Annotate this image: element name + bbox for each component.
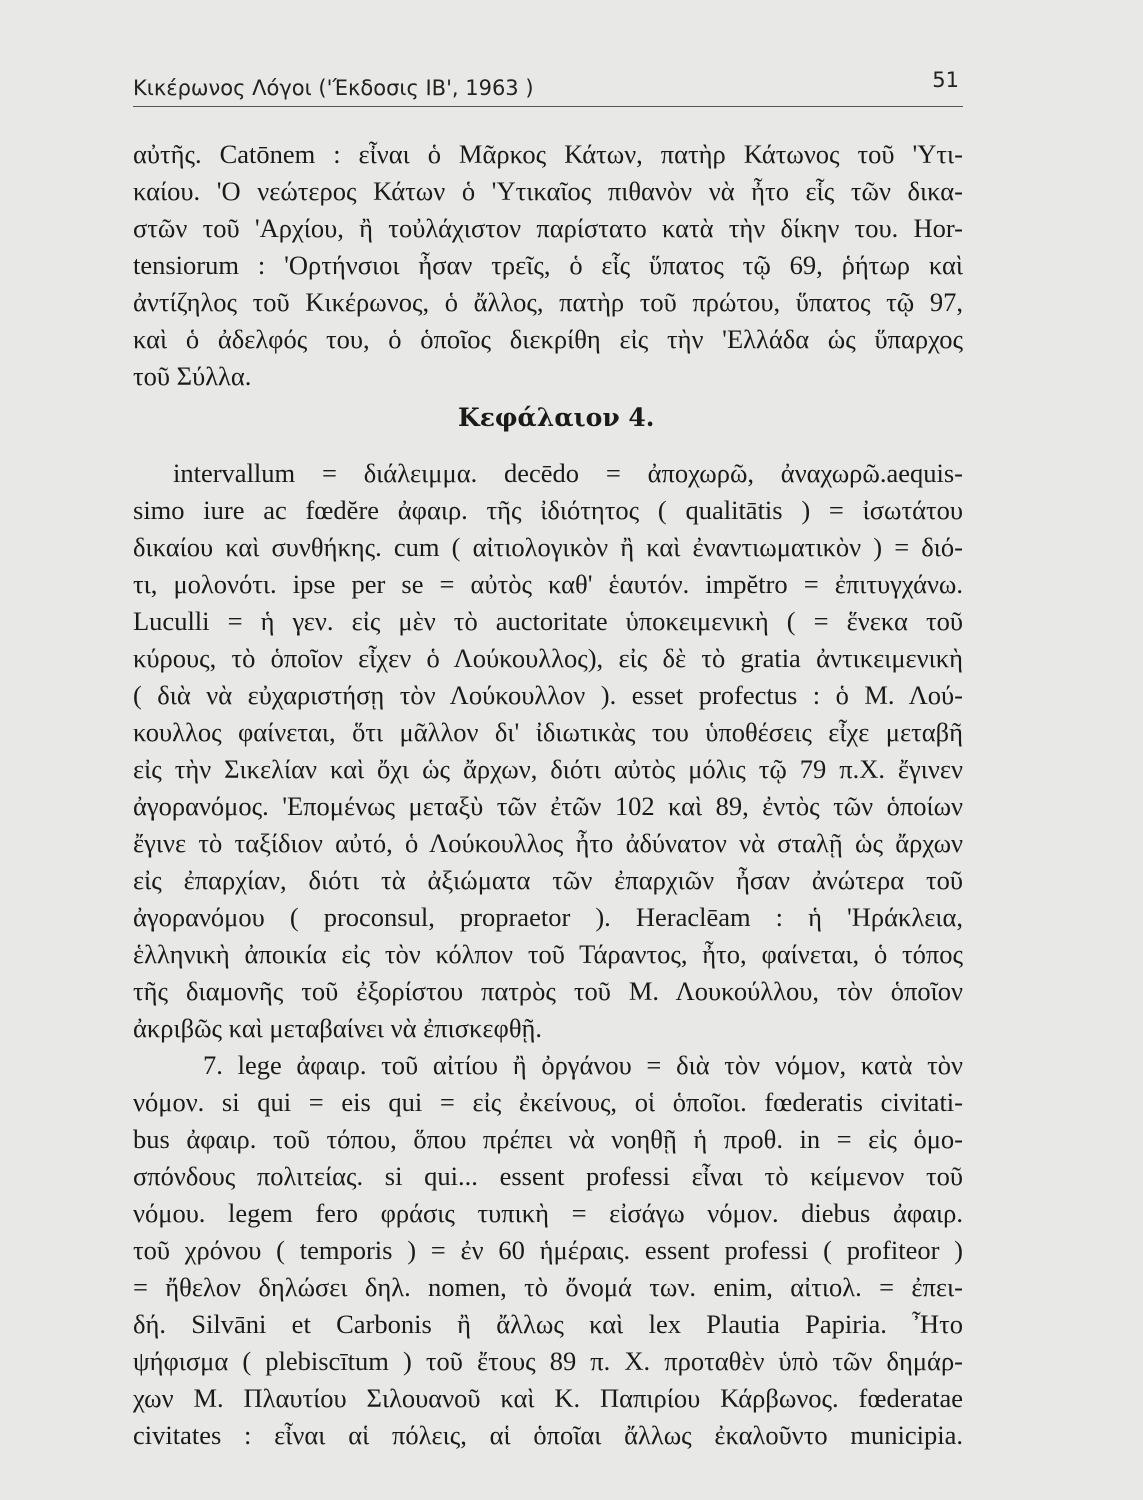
page-header [133,62,963,107]
text-line: ἀντίζηλος τοῦ Κικέρωνος, ὁ ἄλλος, πατὴρ τοῦ πρώτου, ὕπατος τῷ 97, [133,287,963,317]
text-line: στῶν τοῦ 'Αρχίου, ἢ τοὐλάχιστον παρίστατο κατὰ τὴν δίκην του. Hor- [133,213,963,243]
text-line: εἰς τὴν Σικελίαν καὶ ὄχι ὡς ἄρχων, διότι αὐτὸς μόλις τῷ 79 π.Χ. ἔγινεν [133,754,963,784]
text-line: ἀγορανόμου ( proconsul, propraetor ). Heraclēam : ἡ 'Ηράκλεια, [133,902,963,932]
text-line: δικαίου καὶ συνθήκης. cum ( αἰτιολογικὸν ἢ καὶ ἐναντιωματικὸν ) = διό- [133,532,963,562]
paragraph-section-7 [133,1047,963,1454]
body-text [133,136,963,1454]
text-line: civitates : εἶναι αἱ πόλεις, αἱ ὁποῖαι ἄλλως ἐκαλοῦντο municipia. [133,1420,963,1450]
text-line: τοῦ χρόνου ( temporis ) = ἐν 60 ἡμέραις. essent professi ( profiteor ) [133,1235,963,1265]
paragraph-commentary-continued [133,136,963,395]
text-line: = ἤθελον δηλώσει δηλ. nomen, τὸ ὄνομά των. enim, αἰτιολ. = ἐπει- [133,1272,963,1302]
text-line: δή. Silvāni et Carbonis ἢ ἄλλως καὶ lex Plautia Papiria. Ἦτο [133,1309,963,1339]
text-line: ἑλληνικὴ ἀποικία εἰς τὸν κόλπον τοῦ Τάραντος, ἦτο, φαίνεται, ὁ τόπος [133,939,963,969]
text-line: ἀγορανόμος. 'Επομένως μεταξὺ τῶν ἐτῶν 102 καὶ 89, ἐντὸς τῶν ὁποίων [133,791,963,821]
text-line: tensiorum : 'Ορτήνσιοι ἦσαν τρεῖς, ὁ εἷς ὕπατος τῷ 69, ῥήτωρ καὶ [133,250,963,280]
running-head: Κικέρωνος Λόγοι ('Έκδοσις ΙΒ', 1963 ) [133,76,534,100]
text-line: 7. lege ἀφαιρ. τοῦ αἰτίου ἢ ὀργάνου = διὰ τὸν νόμον, κατὰ τὸν [203,1050,963,1080]
text-line: σπόνδους πολιτείας. si qui... essent professi εἶναι τὸ κείμενον τοῦ [133,1161,963,1191]
text-line: καίου. 'Ο νεώτερος Κάτων ὁ 'Υτικαῖος πιθανὸν νὰ ἦτο εἷς τῶν δικα- [133,176,963,206]
text-line: ἀκριβῶς καὶ μεταβαίνει νὰ ἐπισκεφθῇ. [133,1013,542,1043]
text-line: ψήφισμα ( plebiscītum ) τοῦ ἔτους 89 π. Χ. προταθὲν ὑπὸ τῶν δημάρ- [133,1346,963,1376]
text-line: Luculli = ἡ γεν. εἰς μὲν τὸ auctoritate ὑποκειμενικὴ ( = ἕνεκα τοῦ [133,606,963,636]
text-line: αὐτῆς. Catōnem : εἶναι ὁ Μᾶρκος Κάτων, πατὴρ Κάτωνος τοῦ 'Υτι- [133,139,963,169]
chapter-heading: Κεφάλαιον 4. [458,403,655,432]
text-line: intervallum = διάλειμμα. decēdo = ἀποχωρῶ, ἀναχωρῶ.aequis- [173,458,963,488]
text-line: τῆς διαμονῆς τοῦ ἐξορίστου πατρὸς τοῦ Μ. Λουκούλλου, τὸν ὁποῖον [133,976,963,1006]
paragraph-chapter-4 [133,455,963,1047]
text-line: ἔγινε τὸ ταξίδιον αὐτό, ὁ Λούκουλλος ἦτο ἀδύνατον νὰ σταλῇ ὡς ἄρχων [133,828,963,858]
text-line: κουλλος φαίνεται, ὅτι μᾶλλον δι' ἰδιωτικὰς του ὑποθέσεις εἶχε μεταβῆ [133,717,963,747]
text-line: νόμον. si qui = eis qui = εἰς ἐκείνους, οἱ ὁποῖοι. fœderatis civitati- [133,1087,963,1117]
chapter-heading-block [133,395,963,455]
text-line: τοῦ Σύλλα. [133,361,252,391]
text-line: εἰς ἐπαρχίαν, διότι τὰ ἀξιώματα τῶν ἐπαρχιῶν ἦσαν ἀνώτερα τοῦ [133,865,963,895]
text-line: χων Μ. Πλαυτίου Σιλουανοῦ καὶ Κ. Παπιρίου Κάρβωνος. fœderatae [133,1383,963,1413]
text-line: ( διὰ νὰ εὐχαριστήσῃ τὸν Λούκουλλον ). esset profectus : ὁ Μ. Λού- [133,680,963,710]
text-line: καὶ ὁ ἀδελφός του, ὁ ὁποῖος διεκρίθη εἰς τὴν 'Ελλάδα ὡς ὕπαρχος [133,324,963,354]
text-line: νόμου. legem fero φράσις τυπικὴ = εἰσάγω νόμον. diebus ἀφαιρ. [133,1198,963,1228]
text-line: bus ἀφαιρ. τοῦ τόπου, ὅπου πρέπει νὰ νοηθῇ ἡ προθ. in = εἰς ὁμο- [133,1124,963,1154]
text-line: κύρους, τὸ ὁποῖον εἶχεν ὁ Λούκουλλος), εἰς δὲ τὸ gratia ἀντικειμενικὴ [133,643,963,673]
text-line: τι, μολονότι. ipse per se = αὐτὸς καθ' ἑαυτόν. impĕtro = ἐπιτυγχάνω. [133,569,963,599]
text-line: simo iure ac fœdĕre ἀφαιρ. τῆς ἰδιότητος ( qualitātis ) = ἰσωτάτου [133,495,963,525]
page-number: 51 [932,68,959,92]
